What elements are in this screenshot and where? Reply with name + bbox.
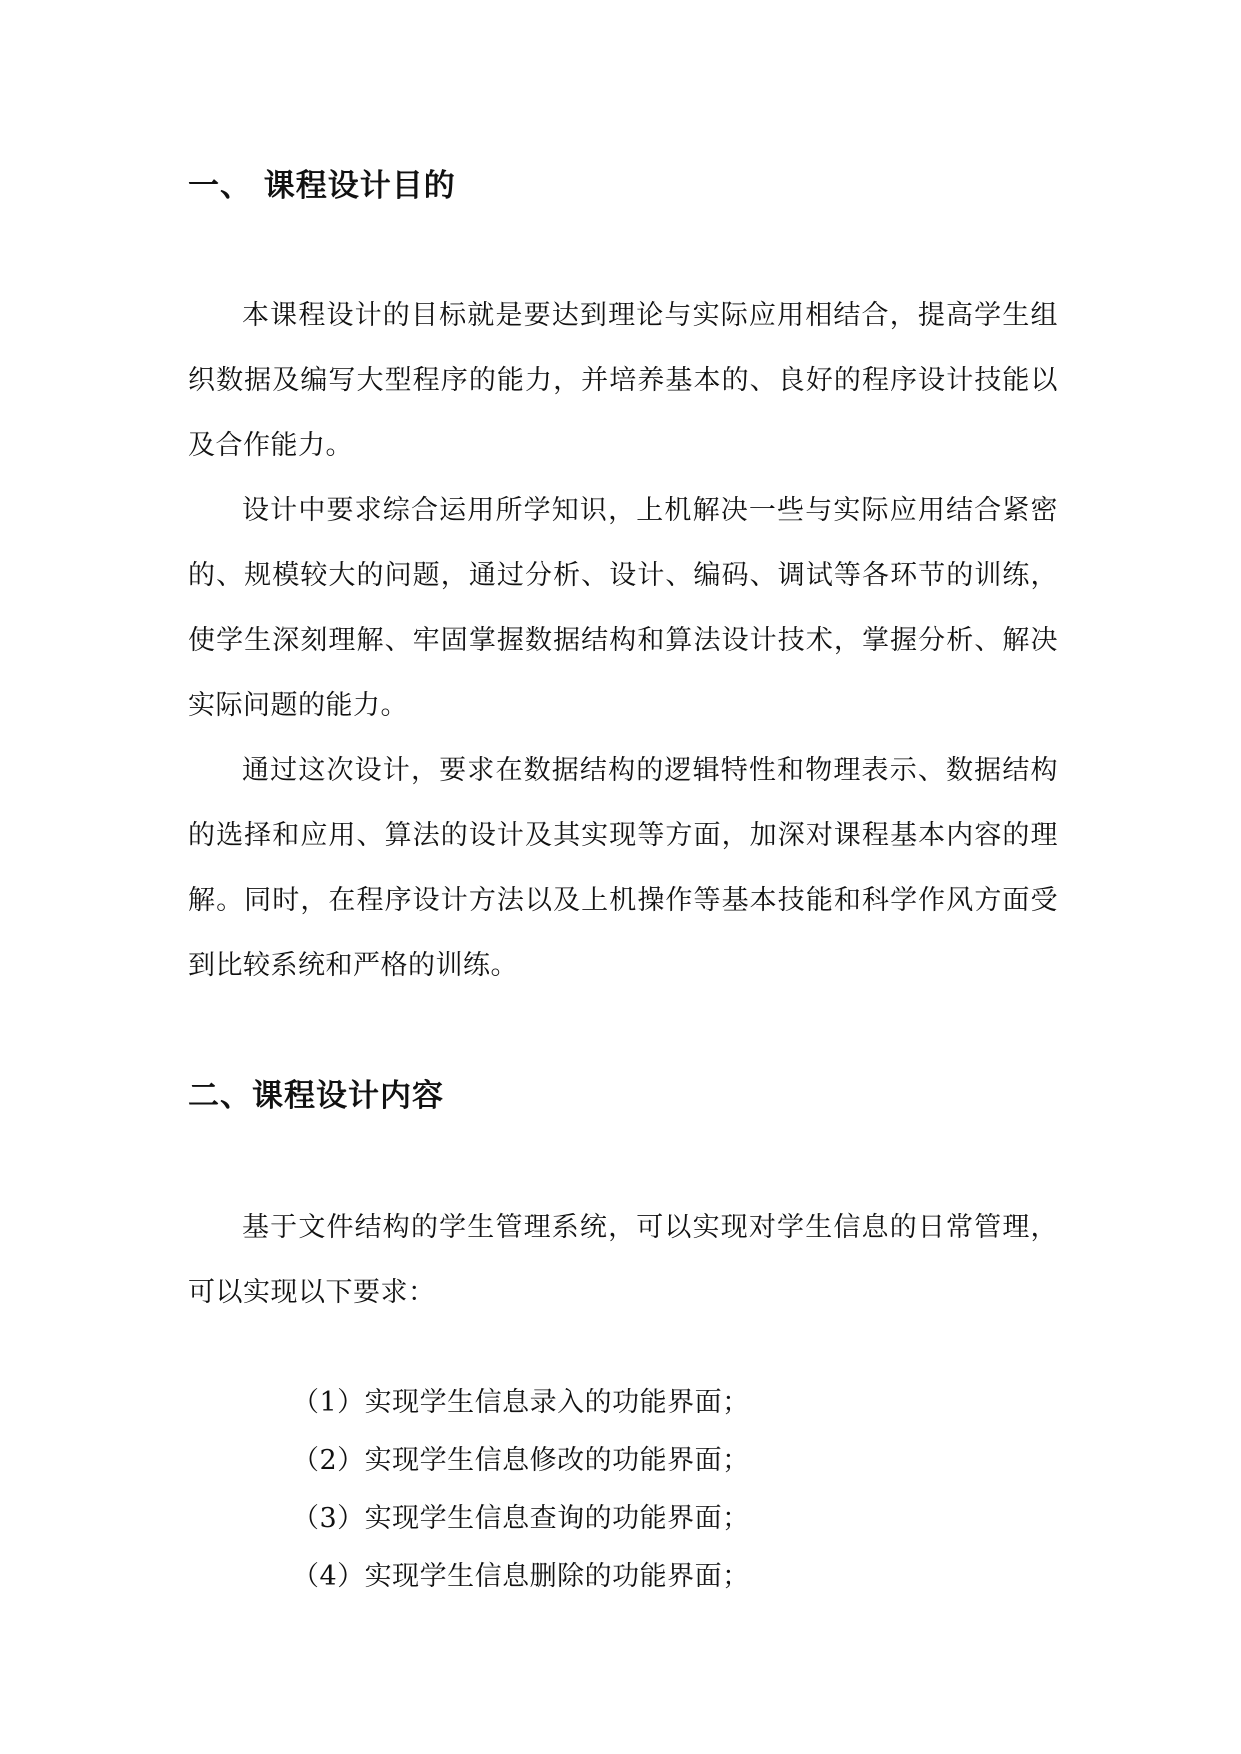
paragraph: 本课程设计的目标就是要达到理论与实际应用相结合，提高学生组织数据及编写大型程序的能力，并培养基本的、良好的程序设计技能以及合作能力。 — [188, 300, 1058, 461]
list-item: （4）实现学生信息删除的功能界面； — [292, 1561, 750, 1592]
paragraph: 设计中要求综合运用所学知识，上机解决一些与实际应用结合紧密的、规模较大的问题，通过分析、设计、编码、调试等各环节的训练，使学生深刻理解、牢固掌握数据结构和算法设计技术，掌握分析、解决实际问题的能力。 — [188, 495, 1058, 721]
section-heading-content: 二、课程设计内容 — [188, 1078, 444, 1114]
requirements-list — [292, 1374, 750, 1606]
paragraph: 通过这次设计，要求在数据结构的逻辑特性和物理表示、数据结构的选择和应用、算法的设计及其实现等方面，加深对课程基本内容的理解。同时，在程序设计方法以及上机操作等基本技能和科学作风方面受到比较系统和严格的训练。 — [188, 755, 1058, 981]
section-content-body — [188, 1195, 1058, 1325]
list-item: （2）实现学生信息修改的功能界面； — [292, 1445, 750, 1476]
section-purpose-body — [188, 283, 1058, 998]
list-item: （3）实现学生信息查询的功能界面； — [292, 1503, 750, 1534]
section-heading-purpose: 一、 课程设计目的 — [188, 168, 456, 204]
list-item: （1）实现学生信息录入的功能界面； — [292, 1387, 750, 1418]
paragraph: 基于文件结构的学生管理系统，可以实现对学生信息的日常管理，可以实现以下要求： — [188, 1212, 1058, 1308]
